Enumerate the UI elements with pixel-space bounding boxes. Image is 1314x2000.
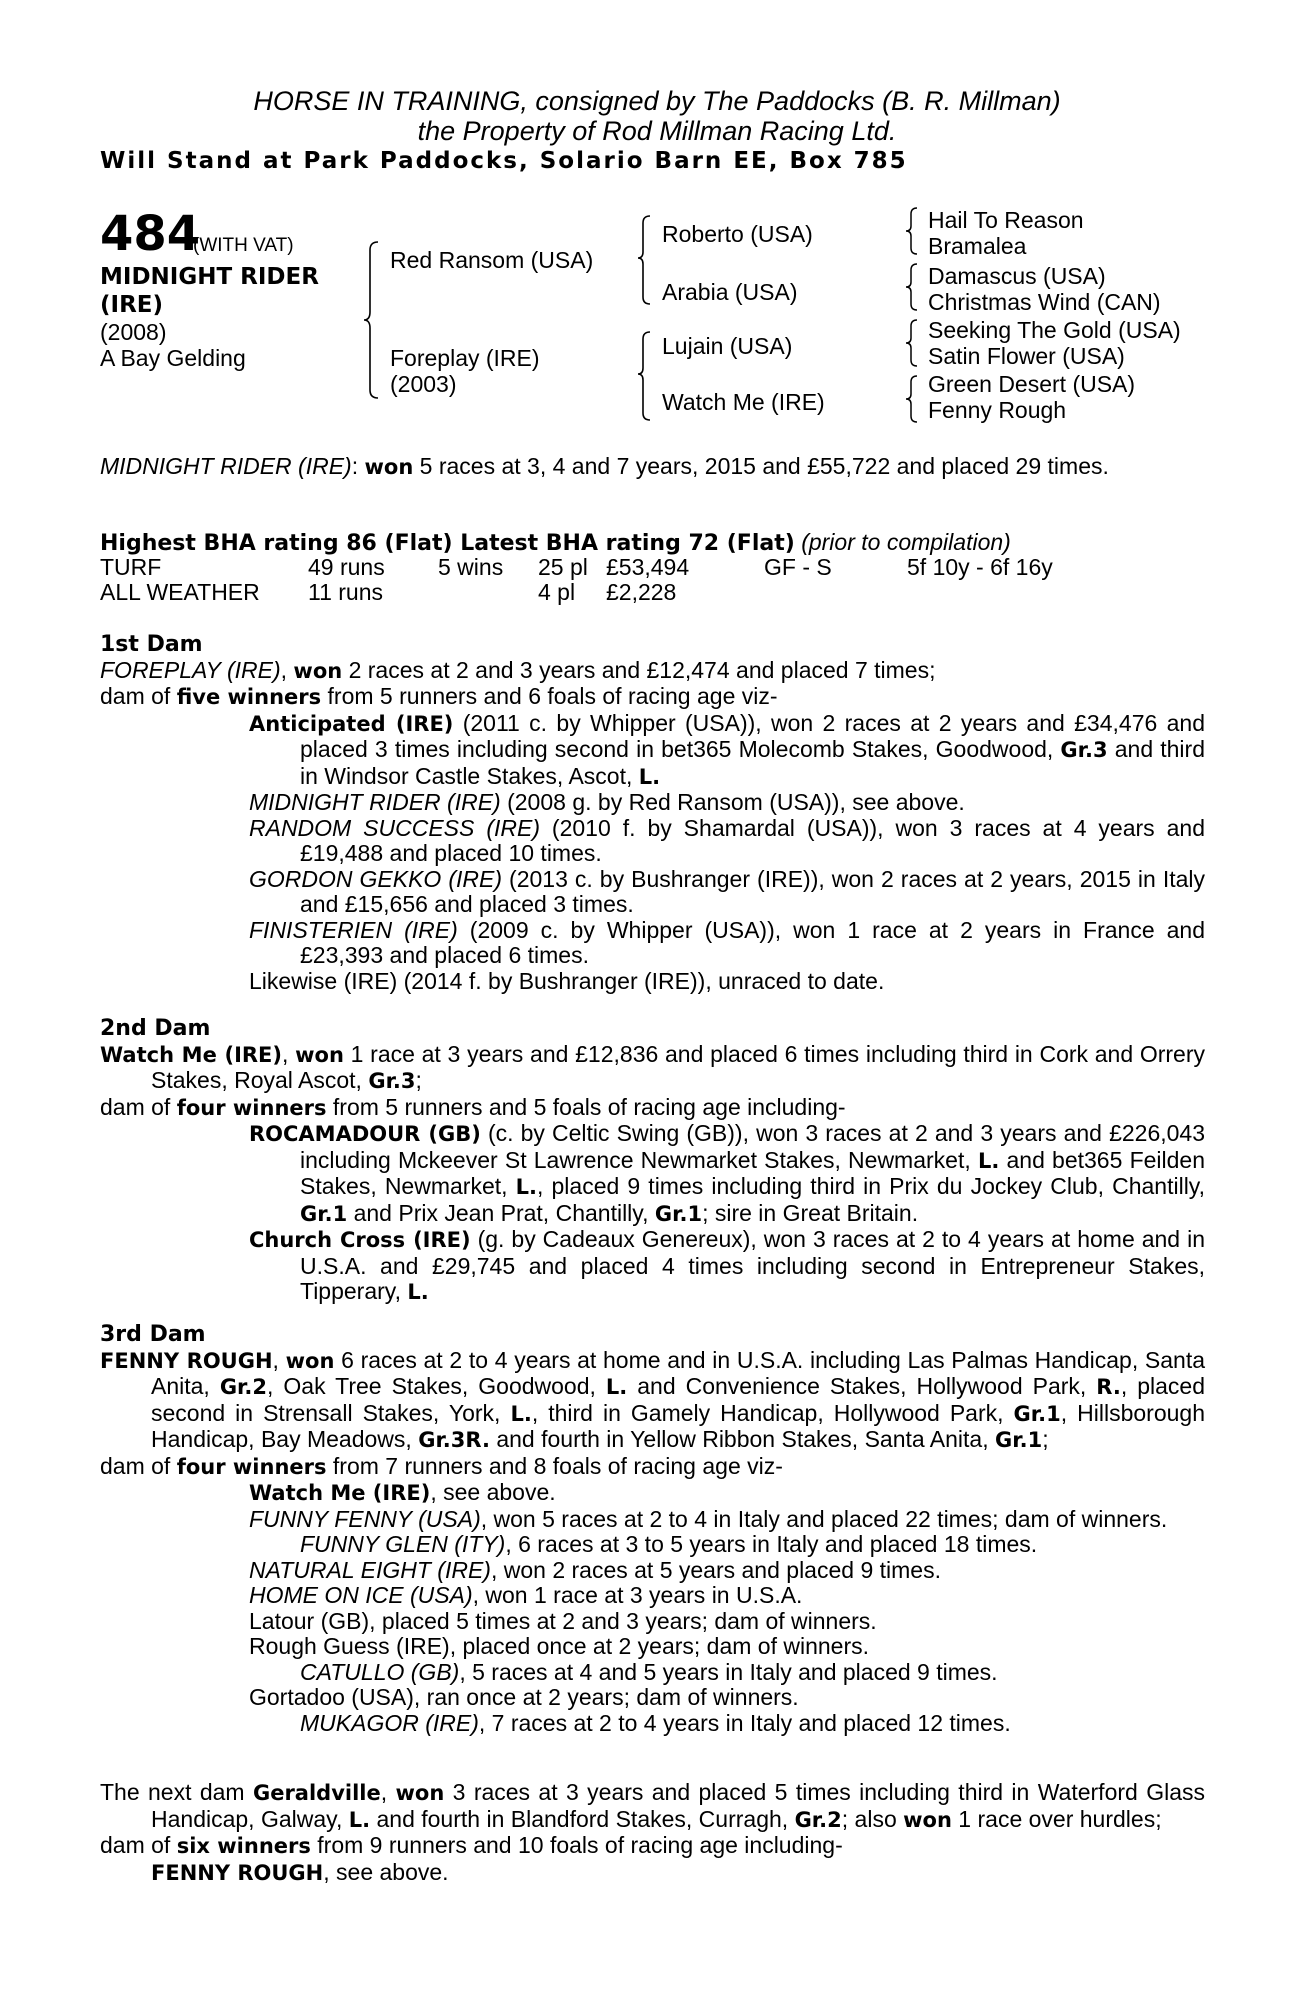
- race-record-table: [100, 555, 1053, 605]
- dam-sire: Lujain (USA): [662, 333, 793, 359]
- list-item: FINISTERIEN (IRE) (2009 c. by Whipper (USA)), won 1 race at 2 years in France and £23,393 and placed 6 times.: [249, 916, 1206, 968]
- property-line: the Property of Rod Millman Racing Ltd.: [417, 116, 897, 146]
- section-heading: 1st Dam: [100, 632, 203, 657]
- pedigree-brace-sire: [636, 214, 654, 306]
- list-item: ROCAMADOUR (GB) (c. by Celtic Swing (GB)), won 3 races at 2 and 3 years and £226,043 including Mckeever St Lawrence Newmarket Stakes, Newmarket, L. and bet365 Feilden Stakes, Newmarket, L., placed 9 times including third in Prix du Jockey Club, Chantilly, Gr.1 and Prix Jean Prat, Chantilly, Gr.1; sire in Great Britain.: [249, 1120, 1206, 1226]
- list-item: HOME ON ICE (USA), won 1 race at 3 years in U.S.A.: [249, 1582, 803, 1608]
- summary-horse-name: MIDNIGHT RIDER (IRE): [100, 453, 352, 479]
- list-item: FUNNY FENNY (USA), won 5 races at 2 to 4 in Italy and placed 22 times; dam of winners.: [249, 1505, 1168, 1532]
- list-item: Gortadoo (USA), ran once at 2 years; dam of winners.: [249, 1684, 799, 1710]
- bha-rating: Highest BHA rating 86 (Flat) Latest BHA rating 72 (Flat): [100, 531, 795, 556]
- race-summary: MIDNIGHT RIDER (IRE): won 5 races at 3, 4 and 7 years, 2015 and £55,722 and placed 29 times.: [100, 453, 1109, 479]
- list-item: NATURAL EIGHT (IRE), won 2 races at 5 years and placed 9 times.: [249, 1556, 941, 1583]
- list-item: Rough Guess (IRE), placed once at 2 years; dam of winners.: [249, 1633, 870, 1659]
- horse-name: MIDNIGHT RIDER: [100, 264, 319, 290]
- pedigree-brace-g3-4: [904, 374, 920, 424]
- pedigree-brace-dam: [636, 330, 654, 422]
- third-dam-section: 3rd Dam FENNY ROUGH, won 6 races at 2 to 4 years at home and in U.S.A. including Las Palmas Handicap, Santa Anita, Gr.2, Oak Tree Stakes, Goodwood, L. and Convenience Stakes, Hollywood Park, R., placed second in Strensall Stakes, York, L., third in Gamely Handicap, Hollywood Park, Gr.1, Hillsborough Handicap, Bay Meadows, Gr.3R. and fourth in Yellow Ribbon Stakes, Santa Anita, Gr.1; dam of four winners from 7 runners and 8 foals of racing age viz- Watch Me (IRE), see above. FUNNY FENNY (USA), won 5 races at 2 to 4 in Italy and placed 22 times; dam of winners. FUNNY GLEN (ITY), 6 races at 3 to 5 years in Italy and placed 18 times. NATURAL EIGHT (IRE), won 2 races at 5 years and placed 9 times. HOME ON ICE (USA), won 1 race at 3 years in U.S.A. Latour (GB), placed 5 times at 2 and 3 years; dam of winners. Rough Guess (IRE), placed once at 2 years; dam of winners. CATULLO (GB), 5 races at 4 and 5 years in Italy and placed 9 times. Gortadoo (USA), ran once at 2 years; dam of winners. MUKAGOR (IRE), 7 races at 2 to 4 years in Italy and placed 12 times.: [100, 1322, 1205, 1736]
- list-item: RANDOM SUCCESS (IRE) (2010 f. by Shamardal (USA)), won 3 races at 4 years and £19,488 and placed 10 times.: [249, 814, 1206, 866]
- list-item: Watch Me (IRE), see above.: [249, 1479, 556, 1505]
- horse-description: A Bay Gelding: [100, 345, 246, 371]
- rating-line: Highest BHA rating 86 (Flat) Latest BHA rating 72 (Flat) (prior to compilation): [100, 529, 1011, 556]
- ancestor-2: Bramalea: [928, 233, 1027, 259]
- consignor-line: HORSE IN TRAINING, consigned by The Paddocks (B. R. Millman): [253, 86, 1061, 116]
- ancestor-1: Hail To Reason: [928, 207, 1084, 233]
- table-row: TURF 49 runs 5 wins 25 pl £53,494 GF - S 5f 10y - 6f 16y: [100, 554, 1053, 580]
- list-item: FENNY ROUGH, see above.: [151, 1858, 449, 1885]
- ancestor-5: Seeking The Gold (USA): [928, 317, 1181, 343]
- sire-sire: Roberto (USA): [662, 221, 813, 247]
- pedigree-brace-g3-2: [904, 262, 920, 312]
- sire-dam: Arabia (USA): [662, 279, 798, 305]
- section-heading: 3rd Dam: [100, 1322, 206, 1347]
- pedigree-brace-main: [362, 240, 384, 400]
- ancestor-3: Damascus (USA): [928, 263, 1106, 289]
- table-row: ALL WEATHER 11 runs 4 pl £2,228: [100, 579, 677, 605]
- list-item: GORDON GEKKO (IRE) (2013 c. by Bushranger (IRE)), won 2 races at 2 years, 2015 in Italy and £15,656 and placed 3 times.: [249, 865, 1206, 917]
- list-item: Likewise (IRE) (2014 f. by Bushranger (IRE)), unraced to date.: [249, 967, 885, 994]
- section-heading: 2nd Dam: [100, 1016, 211, 1041]
- ancestor-6: Satin Flower (USA): [928, 343, 1125, 369]
- list-item: Church Cross (IRE) (g. by Cadeaux Genereux), won 3 races at 2 to 4 years at home and in U.S.A. and £29,745 and placed 4 times including second in Entrepreneur Stakes, Tipperary, L.: [249, 1226, 1205, 1304]
- dam-year: (2003): [390, 371, 457, 397]
- ancestor-4: Christmas Wind (CAN): [928, 289, 1161, 315]
- list-item: Latour (GB), placed 5 times at 2 and 3 years; dam of winners.: [249, 1607, 877, 1634]
- first-dam-section: 1st Dam FOREPLAY (IRE), won 2 races at 2 and 3 years and £12,474 and placed 7 times; dam of five winners from 5 runners and 6 foals of racing age viz- Anticipated (IRE) (2011 c. by Whipper (USA)), won 2 races at 2 years and £34,476 and placed 3 times including second in bet365 Molecomb Stakes, Goodwood, Gr.3 and third in Windsor Castle Stakes, Ascot, L. MIDNIGHT RIDER (IRE) (2008 g. by Red Ransom (USA)), see above. RANDOM SUCCESS (IRE) (2010 f. by Shamardal (USA)), won 3 races at 4 years and £19,488 and placed 10 times. GORDON GEKKO (IRE) (2013 c. by Bushranger (IRE)), won 2 races at 2 years, 2015 in Italy and £15,656 and placed 3 times. FINISTERIEN (IRE) (2009 c. by Whipper (USA)), won 1 race at 2 years in France and £23,393 and placed 6 times. Likewise (IRE) (2014 f. by Bushranger (IRE)), unraced to date.: [100, 632, 1206, 994]
- list-item: MIDNIGHT RIDER (IRE) (2008 g. by Red Ransom (USA)), see above.: [249, 789, 965, 815]
- sire: Red Ransom (USA): [390, 247, 594, 273]
- ancestor-8: Fenny Rough: [928, 397, 1067, 423]
- lot-number: 484: [100, 206, 201, 262]
- dam-dam: Watch Me (IRE): [662, 389, 825, 415]
- list-item: FUNNY GLEN (ITY), 6 races at 3 to 5 years in Italy and placed 18 times.: [300, 1531, 1038, 1557]
- pedigree-brace-g3-3: [904, 318, 920, 368]
- second-dam-section: 2nd Dam Watch Me (IRE), won 1 race at 3 years and £12,836 and placed 6 times including third in Cork and Orrery Stakes, Royal Ascot, Gr.3; dam of four winners from 5 runners and 5 foals of racing age including- ROCAMADOUR (GB) (c. by Celtic Swing (GB)), won 3 races at 2 and 3 years and £226,043 including Mckeever St Lawrence Newmarket Stakes, Newmarket, L. and bet365 Feilden Stakes, Newmarket, L., placed 9 times including third in Prix du Jockey Club, Chantilly, Gr.1 and Prix Jean Prat, Chantilly, Gr.1; sire in Great Britain. Church Cross (IRE) (g. by Cadeaux Genereux), won 3 races at 2 to 4 years at home and in U.S.A. and £29,745 and placed 4 times including second in Entrepreneur Stakes, Tipperary, L.: [100, 1016, 1206, 1304]
- next-dam-section: The next dam Geraldville, won 3 races at 3 years and placed 5 times including third in Waterford Glass Handicap, Galway, L. and fourth in Blandford Stakes, Curragh, Gr.2; also won 1 race over hurdles; dam of six winners from 9 runners and 10 foals of racing age including- FENNY ROUGH, see above.: [100, 1779, 1205, 1885]
- dam: Foreplay (IRE): [390, 345, 540, 371]
- list-item: CATULLO (GB), 5 races at 4 and 5 years in Italy and placed 9 times.: [300, 1658, 998, 1685]
- pedigree-brace-g3-1: [904, 206, 920, 256]
- horse-country: (IRE): [100, 292, 164, 318]
- list-item: MUKAGOR (IRE), 7 races at 2 to 4 years in Italy and placed 12 times.: [300, 1709, 1011, 1736]
- list-item: Anticipated (IRE) (2011 c. by Whipper (USA)), won 2 races at 2 years and £34,476 and placed 3 times including second in bet365 Molecomb Stakes, Goodwood, Gr.3 and third in Windsor Castle Stakes, Ascot, L.: [249, 709, 1205, 789]
- vat-note: (WITH VAT): [193, 235, 294, 256]
- location-line: Will Stand at Park Paddocks, Solario Barn EE, Box 785: [100, 148, 908, 174]
- ancestor-7: Green Desert (USA): [928, 371, 1136, 397]
- horse-year: (2008): [100, 319, 167, 345]
